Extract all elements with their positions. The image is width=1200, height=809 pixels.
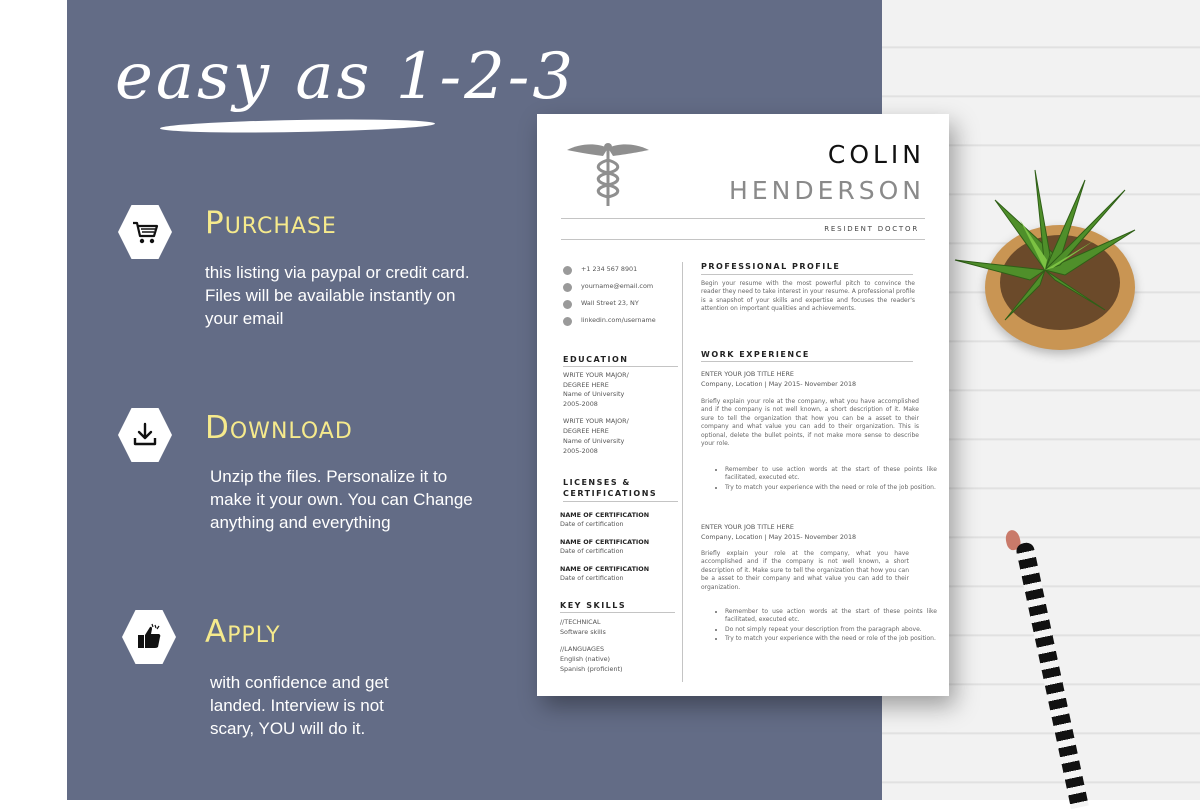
step-apply-title: Apply (205, 614, 281, 650)
step-apply-description: with confidence and get landed. Interview is not scary, YOU will do it. (210, 673, 389, 738)
resume-last-name: HENDERSON (729, 176, 925, 205)
skill-value: English (native) Spanish (proficient) (560, 655, 623, 673)
contact-phone: +1 234 567 8901 (581, 265, 638, 273)
header-divider-bottom (561, 239, 925, 240)
licenses-heading: LICENSES & CERTIFICATIONS (563, 478, 658, 498)
shopping-cart-icon (130, 217, 160, 247)
thumbs-up-icon (134, 622, 164, 652)
step-download-description: Unzip the files. Personalize it to make it your own. You can Change anything and everything (210, 467, 473, 532)
license-date: Date of certification (560, 520, 624, 528)
skill-label: //LANGUAGES (560, 645, 605, 653)
step-purchase-description: this listing via paypal or credit card. Files will be available instantly on your email (205, 263, 470, 328)
education-school: Name of University (563, 437, 625, 445)
download-icon (130, 420, 160, 450)
step-purchase-title: Purchase (205, 205, 337, 241)
education-school: Name of University (563, 390, 625, 398)
profile-divider (701, 274, 913, 275)
job-bullet: • Remember to use action words at the start of these points like facilitated, executed etc. (725, 466, 937, 483)
job-company: Company, Location | May 2015- November 2018 (701, 533, 857, 541)
profile-text: Begin your resume with the most powerful pitch to convince the reader they need to take interest in your resume. A professional profile is a snapshot of your skills and expertise and focuses the reader's attention on important qualities and achievements. (701, 280, 915, 313)
job-company: Company, Location | May 2015- November 2018 (701, 380, 857, 388)
contact-address: Wall Street 23, NY (581, 299, 639, 307)
resume-preview (537, 114, 949, 696)
work-divider (701, 361, 913, 362)
license-date: Date of certification (560, 547, 624, 555)
plant-leaves (935, 160, 1150, 330)
job-bullets (707, 608, 937, 645)
email-icon (563, 283, 572, 292)
resume-first-name: COLIN (827, 140, 925, 169)
job-description: Briefly explain your role at the company, what you have accomplished and if the company is not well known, a short description of it. Make sure to tell the organization that how you can be a asset to their company and what value you can add to their organization. (701, 550, 909, 591)
skill-label: //TECHNICAL (560, 618, 601, 626)
job-bullet: • Remember to use action words at the start of these points like facilitated, executed etc. (725, 608, 937, 625)
contact-linkedin: linkedin.com/username (581, 316, 656, 324)
job-bullets (707, 466, 937, 493)
caduceus-icon (565, 140, 651, 210)
column-divider (682, 262, 683, 682)
resume-job-title: RESIDENT DOCTOR (824, 225, 919, 233)
job-bullet: • Try to match your experience with the need or role of the job position. (725, 484, 937, 492)
phone-icon (563, 266, 572, 275)
skill-value: Software skills (560, 628, 606, 636)
location-icon (563, 300, 572, 309)
job-title: ENTER YOUR JOB TITLE HERE (701, 370, 794, 378)
job-bullet: • Try to match your experience with the need or role of the job position. (725, 635, 937, 643)
job-bullet: • Do not simply repeat your description from the paragraph above. (725, 626, 937, 634)
headline: easy as 1-2-3 (115, 40, 577, 114)
step-download-title: Download (205, 410, 353, 446)
education-divider (563, 366, 678, 367)
license-name: NAME OF CERTIFICATION (560, 565, 650, 573)
education-heading: EDUCATION (563, 355, 629, 364)
education-major: WRITE YOUR MAJOR/ DEGREE HERE (563, 371, 629, 389)
education-years: 2005-2008 (563, 400, 598, 408)
contact-email: yourname@email.com (581, 282, 654, 290)
skills-heading: KEY SKILLS (560, 601, 627, 610)
profile-heading: PROFESSIONAL PROFILE (701, 262, 841, 271)
work-heading: WORK EXPERIENCE (701, 350, 810, 359)
skills-divider (560, 612, 675, 613)
license-name: NAME OF CERTIFICATION (560, 511, 650, 519)
education-years: 2005-2008 (563, 447, 598, 455)
license-date: Date of certification (560, 574, 624, 582)
header-divider (561, 218, 925, 219)
job-title: ENTER YOUR JOB TITLE HERE (701, 523, 794, 531)
education-major: WRITE YOUR MAJOR/ DEGREE HERE (563, 417, 629, 435)
linkedin-icon (563, 317, 572, 326)
job-description: Briefly explain your role at the company, what you have accomplished and if the company is not well known, a short description of it. Make sure to tell the organization that how you can be a asset to their company and what value you can add to their organization. This is optional, delete the bullet points, if not make more sense to describe your role. (701, 398, 919, 448)
license-name: NAME OF CERTIFICATION (560, 538, 650, 546)
licenses-divider (563, 501, 678, 502)
